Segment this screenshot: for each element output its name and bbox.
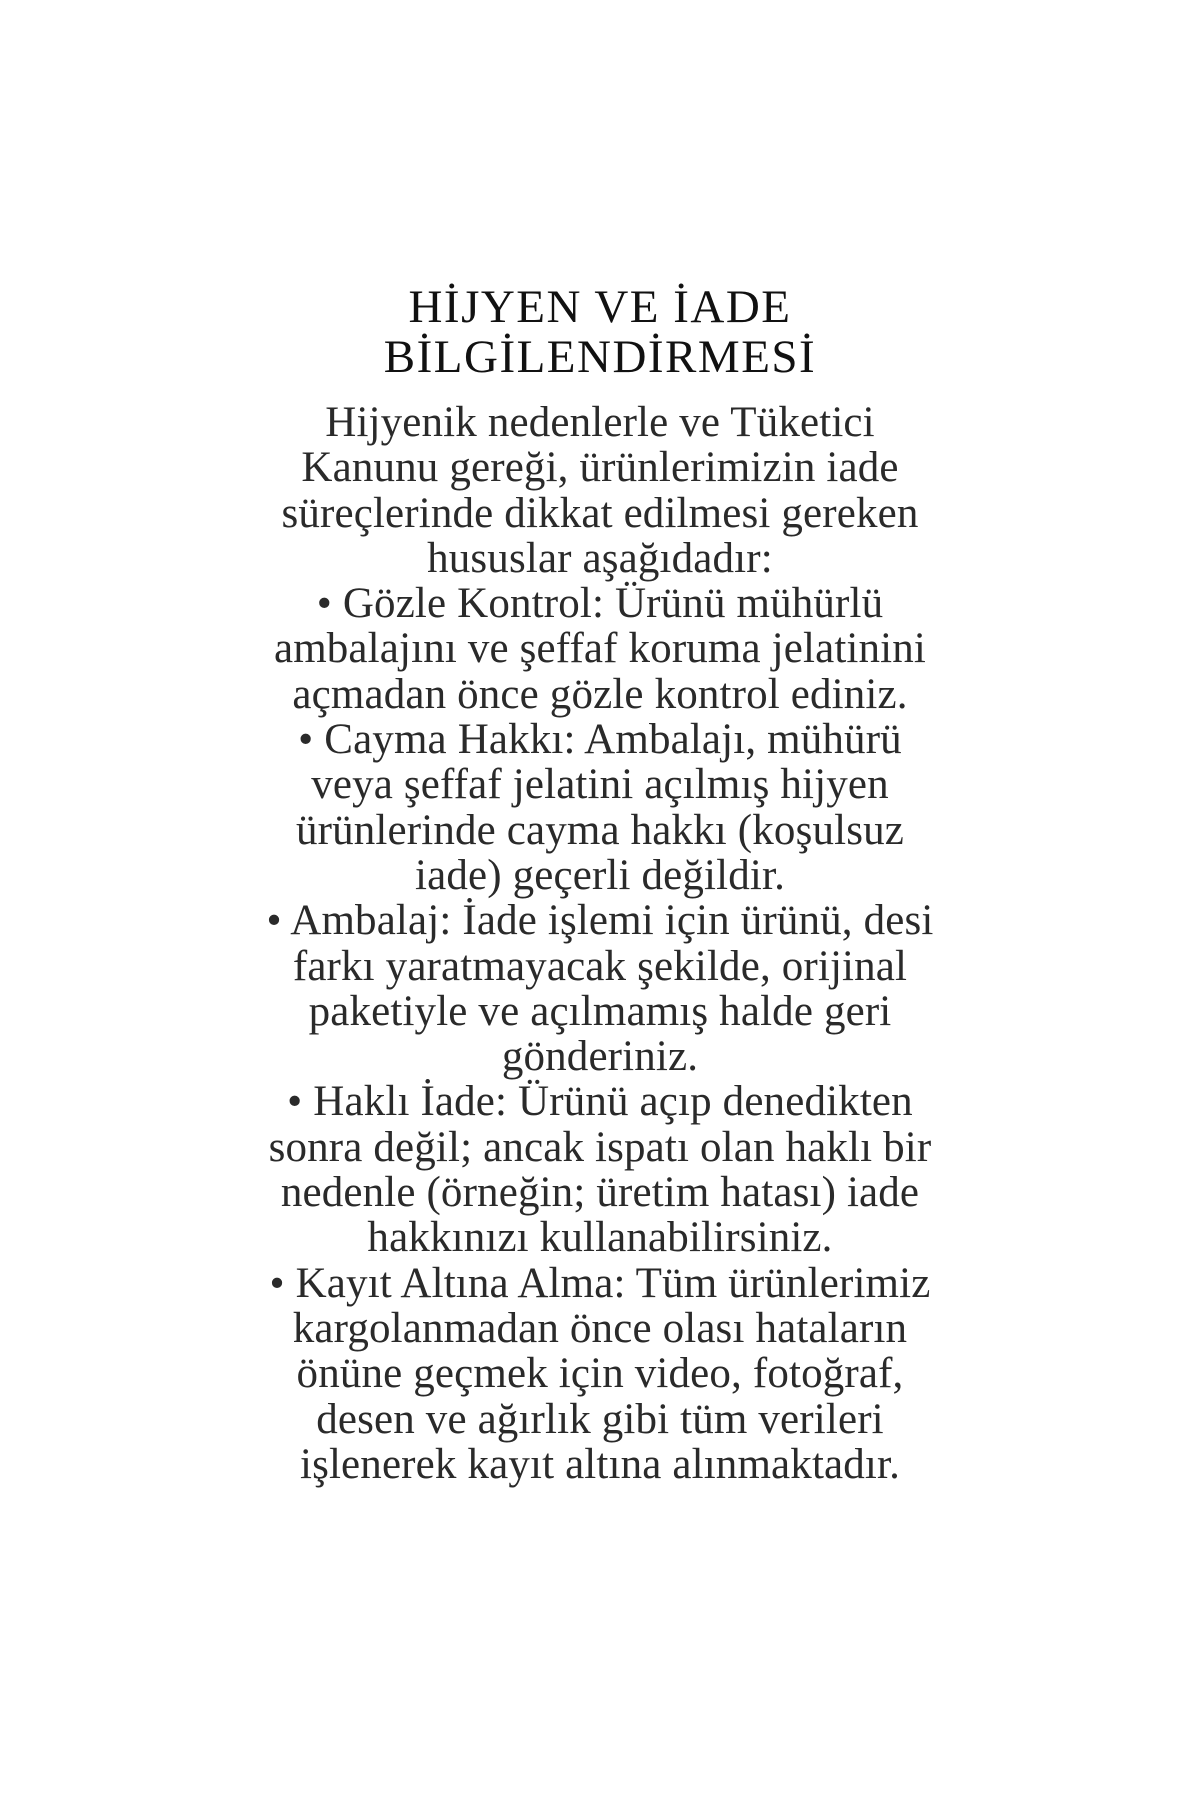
notice-body xyxy=(0,400,1200,1487)
bullet-line: farkı yaratmayacak şekilde, orijinal xyxy=(292,942,908,990)
notice-title-line: HİJYEN VE İADE xyxy=(408,281,792,333)
notice-title-line: BİLGİLENDİRMESİ xyxy=(383,331,817,383)
bullet-line: kargolanmadan önce olası hataların xyxy=(292,1304,908,1352)
notice-title xyxy=(0,282,1200,382)
bullet-line: • Kayıt Altına Alma: Tüm ürünlerimiz xyxy=(269,1259,931,1307)
bullet-line: sonra değil; ancak ispatı olan haklı bir xyxy=(268,1123,932,1171)
bullet-item-packaging xyxy=(0,898,1200,1079)
bullet-line: • Haklı İade: Ürünü açıp denedikten xyxy=(287,1078,913,1126)
bullet-item-withdrawal-right xyxy=(0,717,1200,898)
bullet-item-visual-inspection xyxy=(0,581,1200,717)
bullet-line: desen ve ağırlık gibi tüm verileri xyxy=(316,1395,884,1443)
bullet-line: hakkınızı kullanabilirsiniz. xyxy=(367,1214,833,1262)
intro-line: Kanunu gereği, ürünlerimizin iade xyxy=(301,444,899,492)
bullet-line: ürünlerinde cayma hakkı (koşulsuz xyxy=(296,806,904,854)
bullet-line: • Gözle Kontrol: Ürünü mühürlü xyxy=(316,580,884,628)
bullet-item-justified-return xyxy=(0,1079,1200,1260)
bullet-line: nedenle (örneğin; üretim hatası) iade xyxy=(280,1169,920,1217)
bullet-line: önüne geçmek için video, fotoğraf, xyxy=(296,1350,904,1398)
hygiene-return-notice xyxy=(0,282,1200,1487)
intro-line: süreçlerinde dikkat edilmesi gereken xyxy=(281,489,919,537)
intro-line: hususlar aşağıdadır: xyxy=(427,534,773,582)
bullet-line: gönderiniz. xyxy=(501,1033,699,1081)
intro-paragraph xyxy=(0,400,1200,581)
bullet-line: iade) geçerli değildir. xyxy=(415,851,785,899)
bullet-line: açmadan önce gözle kontrol ediniz. xyxy=(292,670,908,718)
bullet-line: ambalajını ve şeffaf koruma jelatinini xyxy=(273,625,927,673)
bullet-line: veya şeffaf jelatini açılmış hijyen xyxy=(311,761,889,809)
bullet-line: • Ambalaj: İade işlemi için ürünü, desi xyxy=(266,897,934,945)
bullet-line: • Cayma Hakkı: Ambalajı, mühürü xyxy=(298,716,902,764)
bullet-line: işlenerek kayıt altına alınmaktadır. xyxy=(299,1440,901,1488)
bullet-line: paketiyle ve açılmamış halde geri xyxy=(308,987,892,1035)
bullet-item-recording xyxy=(0,1261,1200,1487)
intro-line: Hijyenik nedenlerle ve Tüketici xyxy=(325,399,875,446)
